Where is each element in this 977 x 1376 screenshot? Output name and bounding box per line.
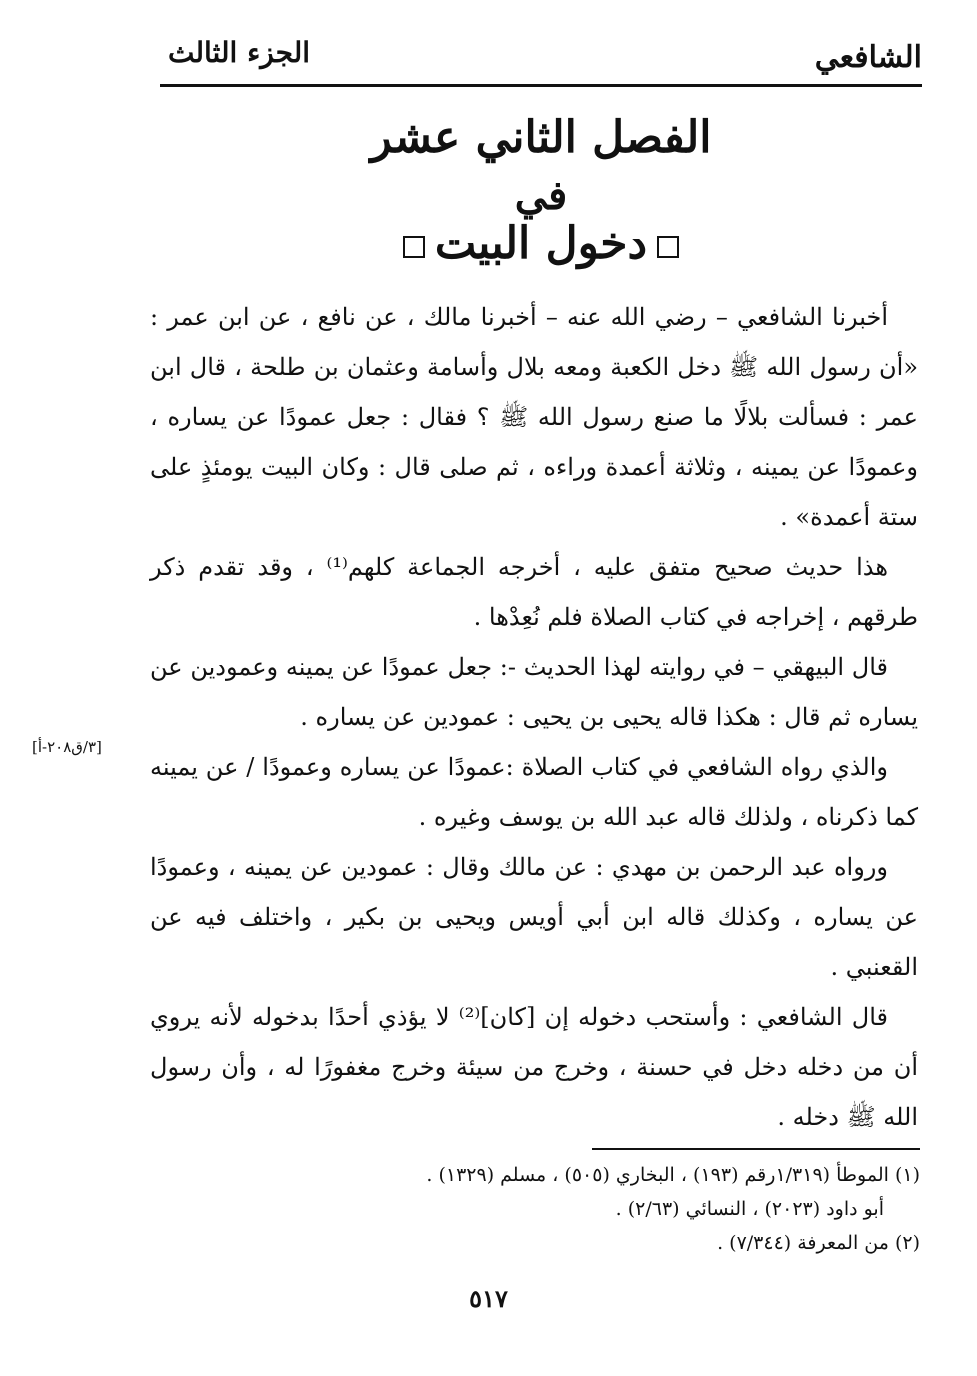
paragraph-5: ورواه عبد الرحمن بن مهدي : عن مالك وقال : عمودين عن يمينه ، وعمودًا عن يساره ، وكذلك قاله ابن أبي أويس ويحيى بن بكير ، واختلف فيه عن القعنبي . (150, 853, 918, 981)
paragraph-6: قال الشافعي : وأستحب دخوله إن [كان]⁽²⁾ لا يؤذي أحدًا بدخوله لأنه يروي أن من دخله دخل في حسنة ، وخرج من سيئة وخرج مغفورًا له ، وأن رسول الله ﷺ دخله . (150, 1003, 918, 1131)
header-part-label: الجزء الثالث (168, 36, 311, 69)
chapter-title-line-2: في (514, 172, 568, 219)
paragraph-3: قال البيهقي – في روايته لهذا الحديث -: جعل عمودًا عن يمينه وعمودين عن يساره ثم قال : هكذا قاله يحيى بن يحيى : عمودين عن يساره . (150, 653, 918, 731)
square-ornament-icon (403, 236, 425, 258)
footnotes (300, 1158, 920, 1260)
header-book-title: الشافعي (814, 40, 922, 75)
footnote-divider (592, 1148, 920, 1150)
page-number: ٥١٧ (469, 1284, 508, 1313)
running-header (160, 28, 922, 87)
square-ornament-icon (657, 236, 679, 258)
chapter-title-line-3 (160, 218, 922, 269)
footnote-2: (٢) من المعرفة (٧/٣٤٤) . (717, 1232, 920, 1254)
paragraph-2: هذا حديث صحيح متفق عليه ، أخرجه الجماعة كلهم⁽¹⁾ ، وقد تقدم ذكر طرقهم ، إخراجه في كتاب الصلاة فلم نُعِدْها . (150, 553, 918, 631)
paragraph-4: والذي رواه الشافعي في كتاب الصلاة :عمودًا عن يساره وعمودًا / عن يمينه كما ذكرناه ، ولذلك قاله عبد الله بن يوسف وغيره . (150, 753, 918, 831)
footnote-1-continuation: أبو داود (٢٠٢٣) ، النسائي (٢/٦٣) . (615, 1198, 884, 1220)
paragraph-1: أخبرنا الشافعي – رضي الله عنه – أخبرنا مالك ، عن نافع ، عن ابن عمر : «أن رسول الله ﷺ دخل الكعبة ومعه بلال وأسامة وعثمان بن طلحة ، قال ابن عمر : فسألت بلالًا ما صنع رسول الله ﷺ ؟ فقال : جعل عمودًا عن يساره ، وعمودًا عن يمينه ، وثلاثة أعمدة وراءه ، ثم صلى قال : وكان البيت يومئذٍ على ستة أعمدة» . (150, 303, 919, 531)
manuscript-folio-note: [٣/ق٢٠٨-أ] (32, 738, 102, 756)
chapter-subject: دخول البيت (434, 218, 648, 269)
main-text (150, 292, 918, 1142)
chapter-title-line-1: الفصل الثاني عشر (370, 112, 712, 163)
footnote-1: (١) الموطأ (١/٣١٩رقم (١٩٣) ، البخاري (٥٠٥) ، مسلم (١٣٢٩) . (426, 1164, 920, 1186)
